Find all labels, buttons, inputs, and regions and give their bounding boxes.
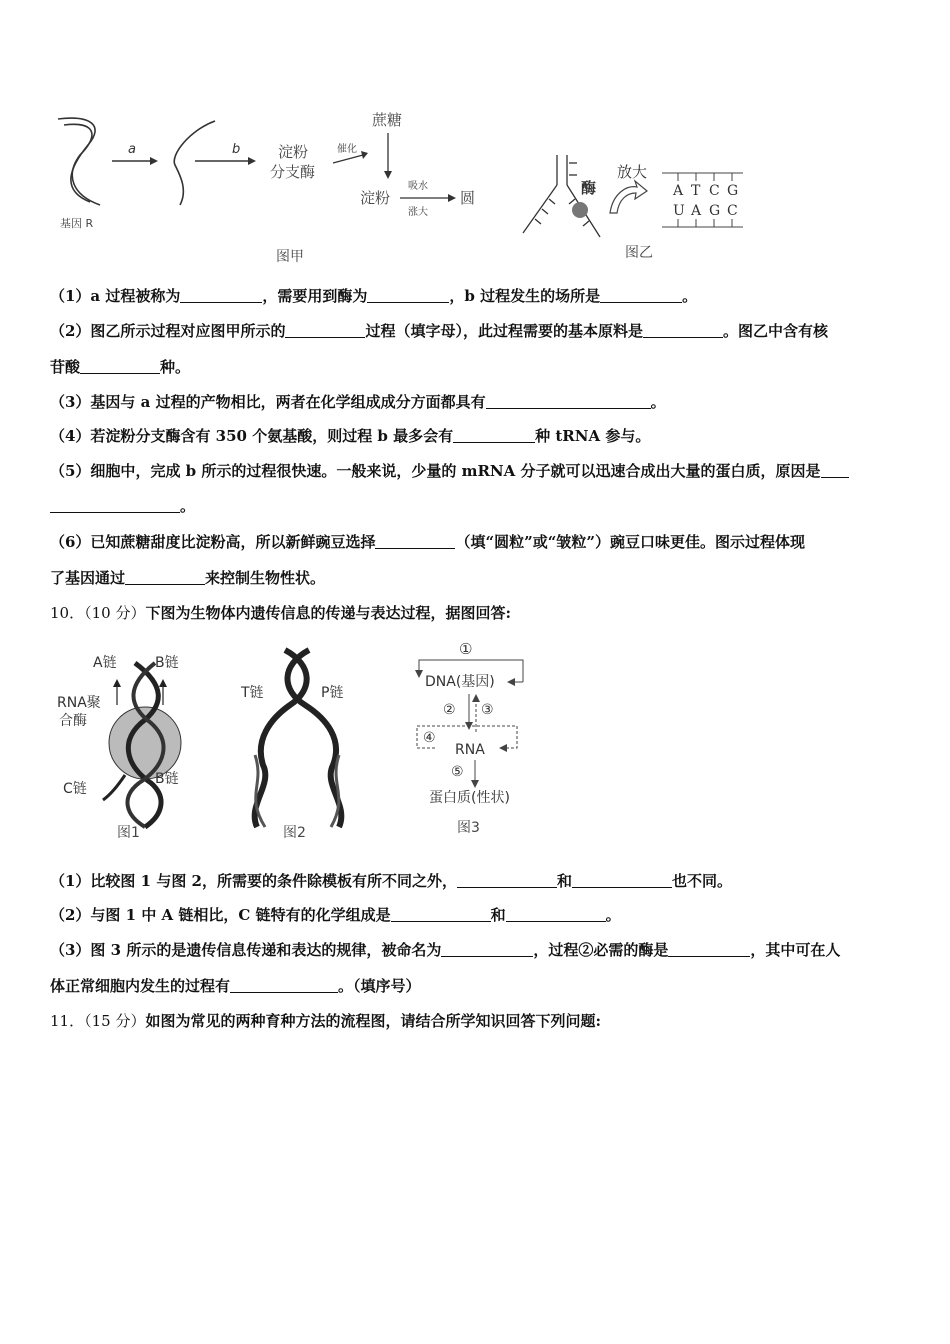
mrna-strand [174, 121, 215, 205]
swell-label: 涨大 [408, 207, 428, 218]
q9-p3-text-a: （3）基因与 a 过程的产物相比，两者在化学组成成分方面都具有 [50, 393, 486, 411]
base-rna-1: U [673, 203, 685, 219]
q10-part3 [50, 940, 910, 960]
rna-pol-label-2: 合酶 [59, 713, 87, 729]
base-row-rna [673, 203, 738, 219]
figure-jia [50, 105, 490, 270]
answer-blank[interactable] [572, 873, 672, 888]
q9-part5 [50, 461, 910, 481]
q9-p1-text-a: （1）a 过程被称为 [50, 287, 181, 305]
q9-p1-text-c: ，b 过程发生的场所是 [449, 287, 601, 305]
answer-blank[interactable] [285, 323, 365, 338]
t-chain [255, 650, 307, 827]
c-chain-label: C链 [63, 781, 87, 797]
q9-p2-text-b: 过程（填字母），此过程需要的基本原料是 [365, 322, 643, 340]
q9-part6 [50, 532, 910, 552]
p-chain [287, 650, 344, 827]
enzyme-blob [572, 202, 588, 218]
q11-header [50, 1011, 910, 1031]
answer-blank[interactable] [50, 498, 180, 513]
q9-part4 [50, 426, 910, 446]
base-dna-1: A [673, 183, 684, 199]
answer-blank[interactable] [367, 288, 449, 303]
base-dna-4: G [727, 183, 739, 199]
q11-stem: 如图为常见的两种育种方法的流程图，请结合所学知识回答下列问题: [145, 1012, 601, 1030]
answer-blank[interactable] [375, 534, 455, 549]
q11-score: （15 分） [84, 1012, 146, 1030]
base-rna-4: C [727, 203, 738, 219]
q9-p2-text-c: 。图乙中含有核 [722, 322, 828, 340]
b-chain-bottom-label: B链 [155, 771, 179, 787]
q9-p5-text-a: （5）细胞中，完成 b 所示的过程很快速。一般来说，少量的 mRNA 分子就可以迅速合成出大量的蛋白质，原因是 [50, 462, 821, 480]
q9-p2b-text-b: 种。 [160, 358, 191, 376]
q9-p6-text-b: （填“圆粒”或“皱粒”）豌豆口味更佳。图示过程体现 [455, 533, 805, 551]
gene-r-label: 基因 R [60, 217, 94, 230]
answer-blank[interactable] [668, 942, 750, 957]
answer-blank[interactable] [180, 288, 262, 303]
enzyme-label-2: 分支酶 [270, 163, 316, 181]
q10-p1-text-a: （1）比较图 1 与图 2，所需要的条件除模板有所不同之外， [50, 872, 457, 890]
q10-p3-text-a: （3）图 3 所示的是遗传信息传递和表达的规律，被命名为 [50, 941, 442, 959]
catalyze-arrow [333, 155, 363, 163]
q10-p2-text-b: 和 [490, 906, 506, 924]
base-rna-2: A [691, 203, 702, 219]
figure-yi-caption: 图乙 [625, 245, 653, 261]
q9-part2 [50, 321, 910, 341]
sucrose-label: 蔗糖 [372, 111, 403, 129]
answer-blank[interactable] [506, 907, 606, 922]
base-rna-3: G [709, 203, 721, 219]
q9-part3 [50, 392, 910, 412]
q9-p6b-text-b: 来控制生物性状。 [205, 569, 326, 587]
q10-p2-text-c: 。 [605, 906, 621, 924]
q9-part2-cont [50, 357, 910, 377]
answer-blank[interactable] [230, 978, 338, 993]
figure-1 [55, 645, 215, 845]
q10-p3b-text-b: 。（填序号） [338, 977, 421, 995]
answer-blank[interactable] [643, 323, 723, 338]
answer-blank[interactable] [453, 428, 535, 443]
q9-part1 [50, 286, 910, 306]
figure-3 [405, 638, 545, 843]
q10-part2 [50, 905, 910, 925]
arrow-b-label: b [232, 142, 241, 157]
q9-p2b-text-a: 苷酸 [50, 358, 81, 376]
q10-p3b-text-a: 体正常细胞内发生的过程有 [50, 977, 231, 995]
q9-p4-text-a: （4）若淀粉分支酶含有 350 个氨基酸，则过程 b 最多会有 [50, 427, 454, 445]
q10-p1-text-c: 也不同。 [672, 872, 733, 890]
catalyze-label: 催化 [337, 144, 357, 155]
q10-part3-cont [50, 976, 910, 996]
figure-3-caption: 图3 [457, 820, 480, 836]
process-3-label: ③ [481, 702, 494, 718]
base-dna-3: C [709, 183, 720, 199]
q10-number: 10． [50, 604, 85, 622]
q9-p6-text-a: （6）已知蔗糖甜度比淀粉高，所以新鲜豌豆选择 [50, 533, 376, 551]
process-5-label: ⑤ [451, 764, 464, 780]
enzyme-label: 酶 [581, 179, 597, 197]
starch-label: 淀粉 [360, 189, 391, 207]
q9-part5-cont [50, 496, 910, 516]
round-label: 圆 [460, 189, 476, 207]
answer-blank[interactable] [821, 463, 849, 478]
answer-blank[interactable] [486, 394, 651, 409]
q9-p2-text-a: （2）图乙所示过程对应图甲所示的 [50, 322, 286, 340]
t-chain-label: T链 [241, 685, 264, 701]
q10-p3-text-c: ，其中可在人 [750, 941, 841, 959]
magnify-label: 放大 [617, 163, 648, 181]
q10-p1-text-b: 和 [556, 872, 572, 890]
base-row-dna [672, 183, 738, 199]
process-4-label: ④ [423, 730, 436, 746]
protein-trait-label: 蛋白质(性状) [429, 790, 510, 806]
q11-number: 11． [50, 1012, 85, 1030]
enzyme-label-1: 淀粉 [278, 143, 309, 161]
q9-p1-text-b: ，需要用到酶为 [262, 287, 368, 305]
q10-p2-text-a: （2）与图 1 中 A 链相比，C 链特有的化学组成是 [50, 906, 391, 924]
figure-2-caption: 图2 [283, 825, 306, 841]
p-chain-label: P链 [321, 685, 344, 701]
q10-p3-text-b: ，过程②必需的酶是 [533, 941, 669, 959]
rna-label: RNA [455, 742, 485, 758]
figure-2 [235, 645, 365, 845]
process-2-label: ② [443, 702, 456, 718]
a-chain-label: A链 [93, 655, 117, 671]
q9-p6b-text-a: 了基因通过 [50, 569, 126, 587]
arrow-a-label: a [128, 142, 136, 157]
arrow-b [195, 157, 256, 165]
q9-p1-text-d: 。 [682, 287, 698, 305]
q10-header [50, 603, 910, 623]
b-chain-top-label: B链 [155, 655, 179, 671]
replication-loop [419, 660, 523, 672]
q9-p4-text-b: 种 tRNA 参与。 [535, 427, 651, 445]
figure-yi [515, 155, 755, 265]
figure-1-caption: 图1 [117, 825, 140, 841]
arrow-a [112, 157, 158, 165]
answer-blank[interactable] [125, 570, 205, 585]
answer-blank[interactable] [457, 873, 557, 888]
process-1-label: ① [459, 640, 473, 658]
q9-p5b-text-a: 。 [180, 497, 196, 515]
figure-jia-caption: 图甲 [276, 249, 304, 265]
gene-r-strands [58, 118, 100, 205]
q9-part6-cont [50, 568, 910, 588]
base-dna-2: T [691, 183, 701, 199]
q10-stem: 下图为生物体内遗传信息的传递与表达过程，据图回答: [145, 604, 511, 622]
c-chain [103, 775, 125, 800]
q10-part1 [50, 871, 910, 891]
magnify-arrow [610, 181, 647, 213]
answer-blank[interactable] [80, 359, 160, 374]
rna-pol-label-1: RNA聚 [57, 695, 101, 711]
q9-p3-text-b: 。 [650, 393, 666, 411]
dna-gene-label: DNA(基因) [425, 674, 495, 690]
answer-blank[interactable] [600, 288, 682, 303]
answer-blank[interactable] [441, 942, 533, 957]
absorb-water-label: 吸水 [408, 181, 428, 192]
answer-blank[interactable] [391, 907, 491, 922]
q10-score: （10 分） [84, 604, 146, 622]
